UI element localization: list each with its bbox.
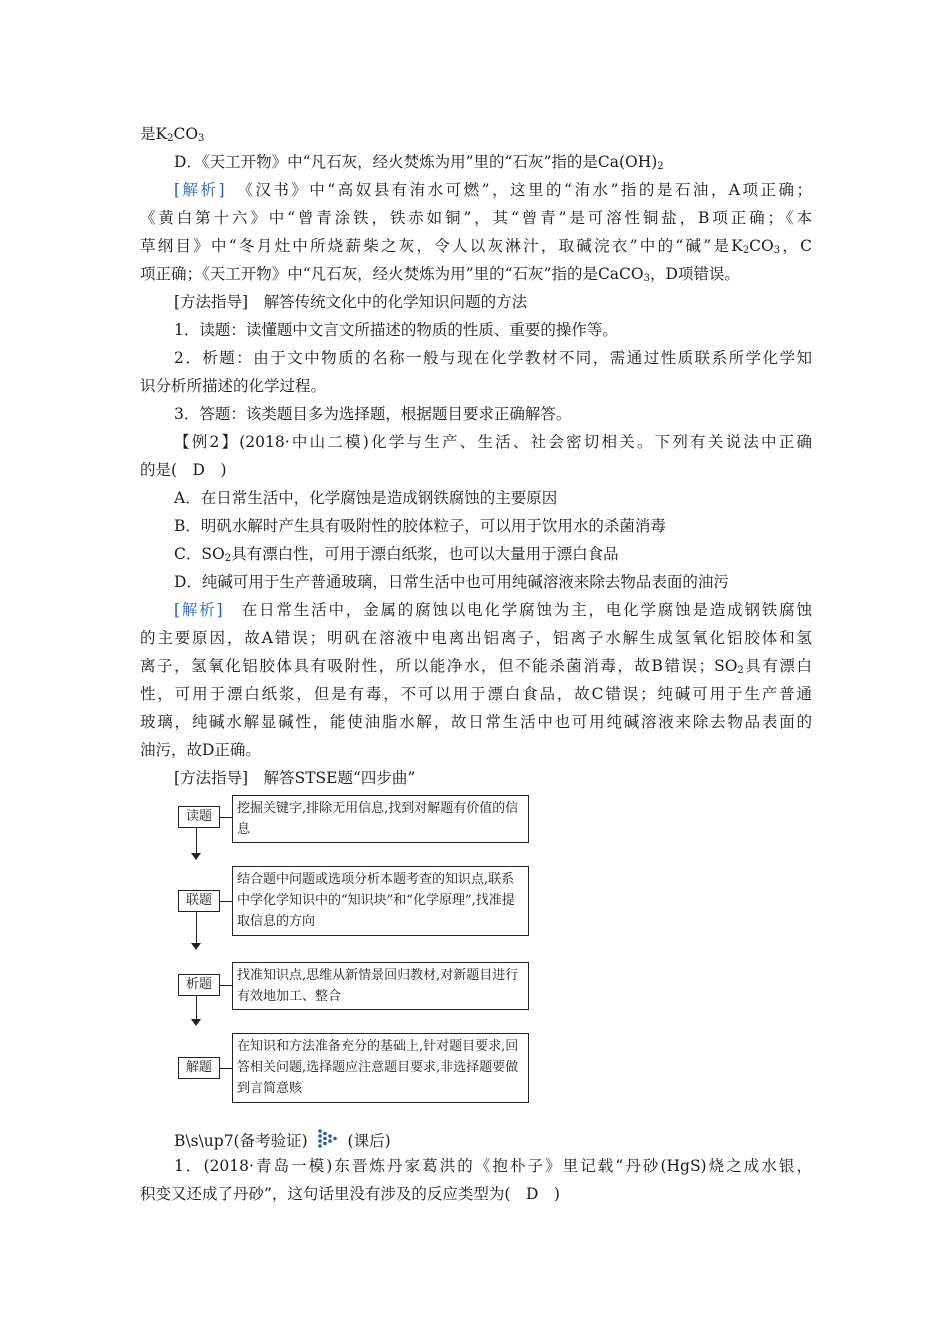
q1-stem-line2: 积变又还成了丹砂”，这句话里没有涉及的反应类型为( D ) bbox=[140, 1185, 560, 1203]
prev-option-d: D．《天工开物》中“凡石灰，经火焚炼为用”里的“石灰”指的是$Ca(OH)_2$ bbox=[174, 153, 664, 172]
analysis2-line4: 性，可用于漂白纸浆，但是有毒，不可以用于漂白食品，故C错误；纯碱可用于生产普通 bbox=[140, 685, 812, 703]
flow-connector bbox=[219, 985, 233, 986]
flow-step-label: 联题 bbox=[178, 890, 220, 912]
flow-step-label: 解题 bbox=[178, 1057, 220, 1079]
flow-connector bbox=[219, 901, 233, 902]
flow-step-label: 析题 bbox=[178, 974, 220, 996]
flow-step-label: 读题 bbox=[178, 806, 220, 828]
analysis2-line6: 油污，故D正确。 bbox=[140, 741, 261, 759]
flow-arrow-head bbox=[191, 1019, 201, 1026]
analysis1-line3: 草纲目》中“冬月灶中所烧薪柴之灰，令人以灰淋汁，取碱浣衣”中的“碱”是$K_2CO_3$，C bbox=[140, 237, 812, 256]
flow-arrow-head bbox=[191, 943, 201, 950]
method1-title: [方法指导] 解答传统文化中的化学知识问题的方法 bbox=[174, 293, 528, 311]
example2-option-a: A．在日常生活中，化学腐蚀是造成钢铁腐蚀的主要原因 bbox=[174, 489, 558, 507]
flow-arrow-head bbox=[191, 853, 201, 860]
flow-arrow-line bbox=[196, 996, 197, 1020]
analysis2-line5: 玻璃，纯碱水解显碱性，能使油脂水解，故日常生活中也可用纯碱溶液来除去物品表面的 bbox=[140, 713, 812, 731]
method1-step1: 1．读题：读懂题中文言文所描述的物质的性质、重要的操作等。 bbox=[174, 321, 618, 339]
method1-step2b: 识分析所描述的化学过程。 bbox=[140, 377, 327, 395]
method1-step3: 3．答题：该类题目多为选择题，根据题目要求正确解答。 bbox=[174, 405, 572, 423]
analysis1-line1: [解析] 《汉书》中“高奴县有洧水可燃”，这里的“洧水”指的是石油，A项正确； bbox=[174, 181, 812, 199]
section-suffix: (课后) bbox=[347, 1132, 391, 1150]
prev-option-c-tail: 是$K_2CO_3$ bbox=[140, 125, 205, 144]
analysis2-line1: [解析] 在日常生活中，金属的腐蚀以电化学腐蚀为主，电化学腐蚀是造成钢铁腐蚀 bbox=[174, 601, 812, 619]
flow-arrow-line bbox=[196, 828, 197, 854]
section-heading bbox=[174, 1128, 391, 1151]
q1-stem-line1: 1．(2018·青岛一模)东晋炼丹家葛洪的《抱朴子》里记载“丹砂(HgS)烧之成水银， bbox=[174, 1157, 812, 1175]
analysis1-line4: 项正确；《天工开物》中“凡石灰，经火焚炼为用”里的“石灰”指的是CaCO$_3$，D项错误。 bbox=[140, 265, 740, 284]
method2-title: [方法指导] 解答STSE题“四步曲” bbox=[174, 769, 416, 787]
flow-step-box: 结合题中问题或选项分析本题考查的知识点,联系中学化学知识中的“知识块”和“化学原理”,找准提取信息的方向 bbox=[232, 866, 529, 936]
example2-option-d: D．纯碱可用于生产普通玻璃，日常生活中也可用纯碱溶液来除去物品表面的油污 bbox=[174, 573, 729, 591]
analysis2-line2: 的主要原因，故A错误；明矾在溶液中电离出铝离子，铝离子水解生成氢氧化铝胶体和氢 bbox=[140, 629, 812, 647]
example2-option-c: C．$SO_2$具有漂白性，可用于漂白纸浆，也可以大量用于漂白食品 bbox=[174, 545, 619, 564]
example2-option-b: B．明矾水解时产生具有吸附性的胶体粒子，可以用于饮用水的杀菌消毒 bbox=[174, 517, 666, 535]
analysis1-line2: 《黄白第十六》中“曾青涂铁，铁赤如铜”，其“曾青”是可溶性铜盐，B项正确；《本 bbox=[140, 209, 812, 227]
triangle-dots-icon bbox=[317, 1128, 339, 1150]
flow-connector bbox=[219, 1068, 233, 1069]
method1-step2a: 2．析题：由于文中物质的名称一般与现在化学教材不同，需通过性质联系所学化学知 bbox=[174, 349, 812, 367]
analysis-tag: [解析] bbox=[174, 601, 223, 619]
flow-step-box: 找准知识点,思维从新情景回归教材,对新题目进行有效地加工、整合 bbox=[232, 962, 529, 1010]
section-prefix: B\s\up7(备考验证) bbox=[174, 1132, 308, 1150]
analysis2-line3: 离子，氢氧化铝胶体具有吸附性，所以能净水，但不能杀菌消毒，故B错误；$SO_2$具有漂白 bbox=[140, 657, 812, 676]
flow-connector bbox=[219, 817, 233, 818]
analysis-tag: [解析] bbox=[174, 181, 225, 199]
flow-arrow-line bbox=[196, 912, 197, 944]
flow-step-box: 挖掘关键字,排除无用信息,找到对解题有价值的信息 bbox=[232, 795, 529, 843]
flow-step-box: 在知识和方法准备充分的基础上,针对题目要求,回答相关问题,选择题应注意题目要求,非选择题要做到言简意赅 bbox=[232, 1033, 529, 1103]
example2-stem-line2: 的是( D ) bbox=[140, 461, 227, 479]
example2-stem-line1: 【例2】(2018·中山二模)化学与生产、生活、社会密切相关。下列有关说法中正确 bbox=[174, 433, 812, 451]
